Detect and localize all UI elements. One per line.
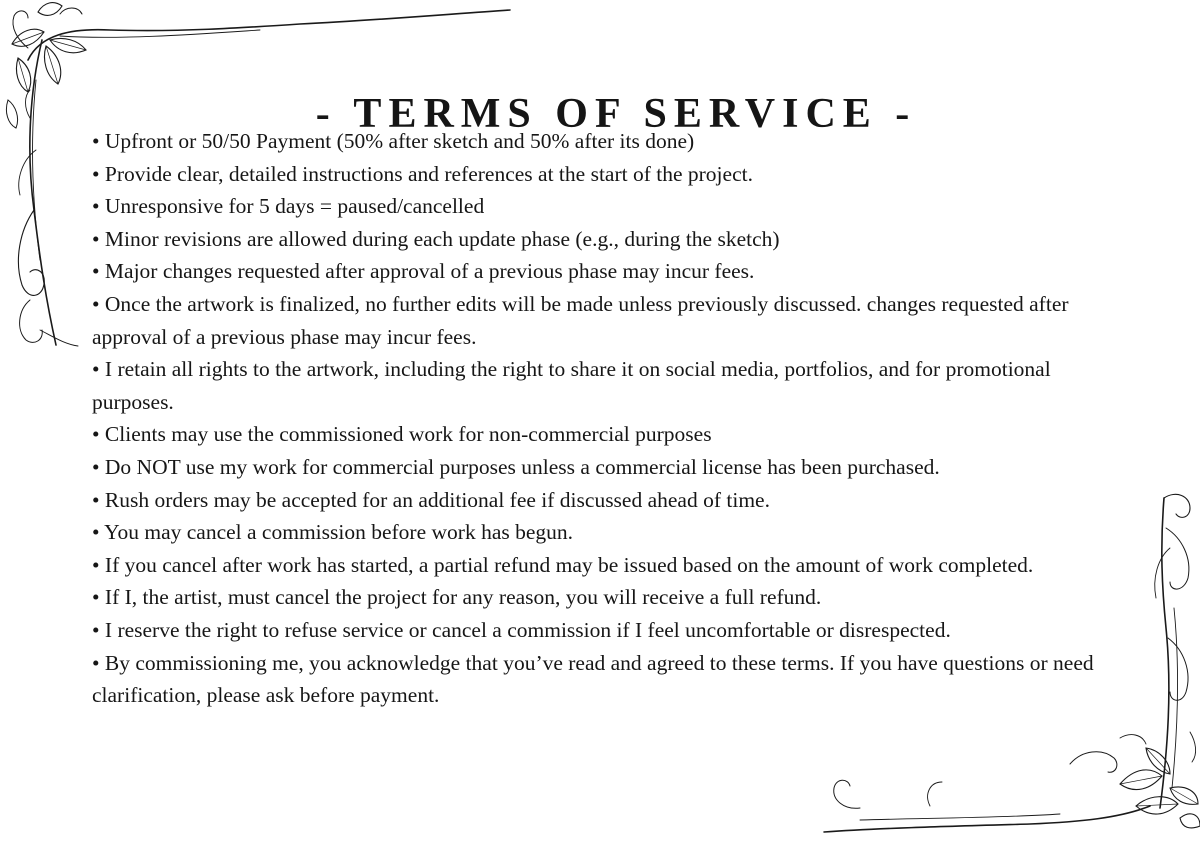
- list-item: [92, 158, 1102, 191]
- list-item: [92, 614, 1102, 647]
- list-item: [92, 418, 1102, 451]
- bullet: •: [92, 552, 100, 577]
- term-text: Minor revisions are allowed during each update phase (e.g., during the sketch): [104, 226, 780, 251]
- term-text: Unresponsive for 5 days = paused/cancelled: [104, 194, 485, 219]
- term-text: If you cancel after work has started, a partial refund may be issued based on the amount of work completed.: [104, 552, 1034, 577]
- term-text: Do NOT use my work for commercial purposes unless a commercial license has been purchased.: [104, 454, 940, 479]
- bullet: •: [92, 357, 100, 382]
- list-item: [92, 647, 1102, 712]
- term-text: Clients may use the commissioned work for non-commercial purposes: [104, 422, 712, 447]
- list-item: [92, 549, 1102, 582]
- term-text: I reserve the right to refuse service or cancel a commission if I feel uncomfortable or disrespected.: [104, 617, 951, 642]
- list-item: [92, 190, 1102, 223]
- list-item: [92, 288, 1102, 353]
- term-text: Once the artwork is finalized, no further edits will be made unless previously discussed. changes requested after approval of a previous phase may incur fees.: [92, 291, 1069, 349]
- list-item: [92, 581, 1102, 614]
- list-item: [92, 451, 1102, 484]
- bullet: •: [92, 161, 100, 186]
- bullet: •: [92, 650, 100, 675]
- term-text: By commissioning me, you acknowledge that you’ve read and agreed to these terms. If you have questions or need clarification, please ask before payment.: [92, 650, 1094, 708]
- bullet: •: [92, 454, 100, 479]
- page-title: - TERMS OF SERVICE -: [315, 91, 917, 138]
- term-text: Provide clear, detailed instructions and references at the start of the project.: [104, 161, 753, 186]
- list-item: [92, 125, 1102, 158]
- bullet: •: [92, 617, 100, 642]
- bullet: •: [92, 194, 100, 219]
- bullet: •: [92, 585, 100, 610]
- list-item: [92, 484, 1102, 517]
- term-text: If I, the artist, must cancel the project for any reason, you will receive a full refund.: [104, 585, 822, 610]
- bullet: •: [92, 226, 100, 251]
- bullet: •: [92, 487, 100, 512]
- term-text: Upfront or 50/50 Payment (50% after sketch and 50% after its done): [104, 129, 695, 153]
- bullet: •: [92, 291, 100, 316]
- bullet: •: [92, 259, 100, 284]
- list-item: [92, 223, 1102, 256]
- bullet: •: [92, 520, 100, 545]
- bullet: •: [92, 129, 100, 153]
- bullet: •: [92, 422, 100, 447]
- term-text: Rush orders may be accepted for an additional fee if discussed ahead of time.: [104, 487, 770, 512]
- list-item: [92, 255, 1102, 288]
- list-item: [92, 516, 1102, 549]
- term-text: I retain all rights to the artwork, including the right to share it on social media, portfolios, and for promotional purposes.: [92, 357, 1051, 414]
- term-text: You may cancel a commission before work has begun.: [104, 520, 574, 545]
- term-text: Major changes requested after approval of a previous phase may incur fees.: [104, 259, 755, 284]
- terms-list: [92, 125, 1102, 712]
- list-item: [92, 353, 1102, 418]
